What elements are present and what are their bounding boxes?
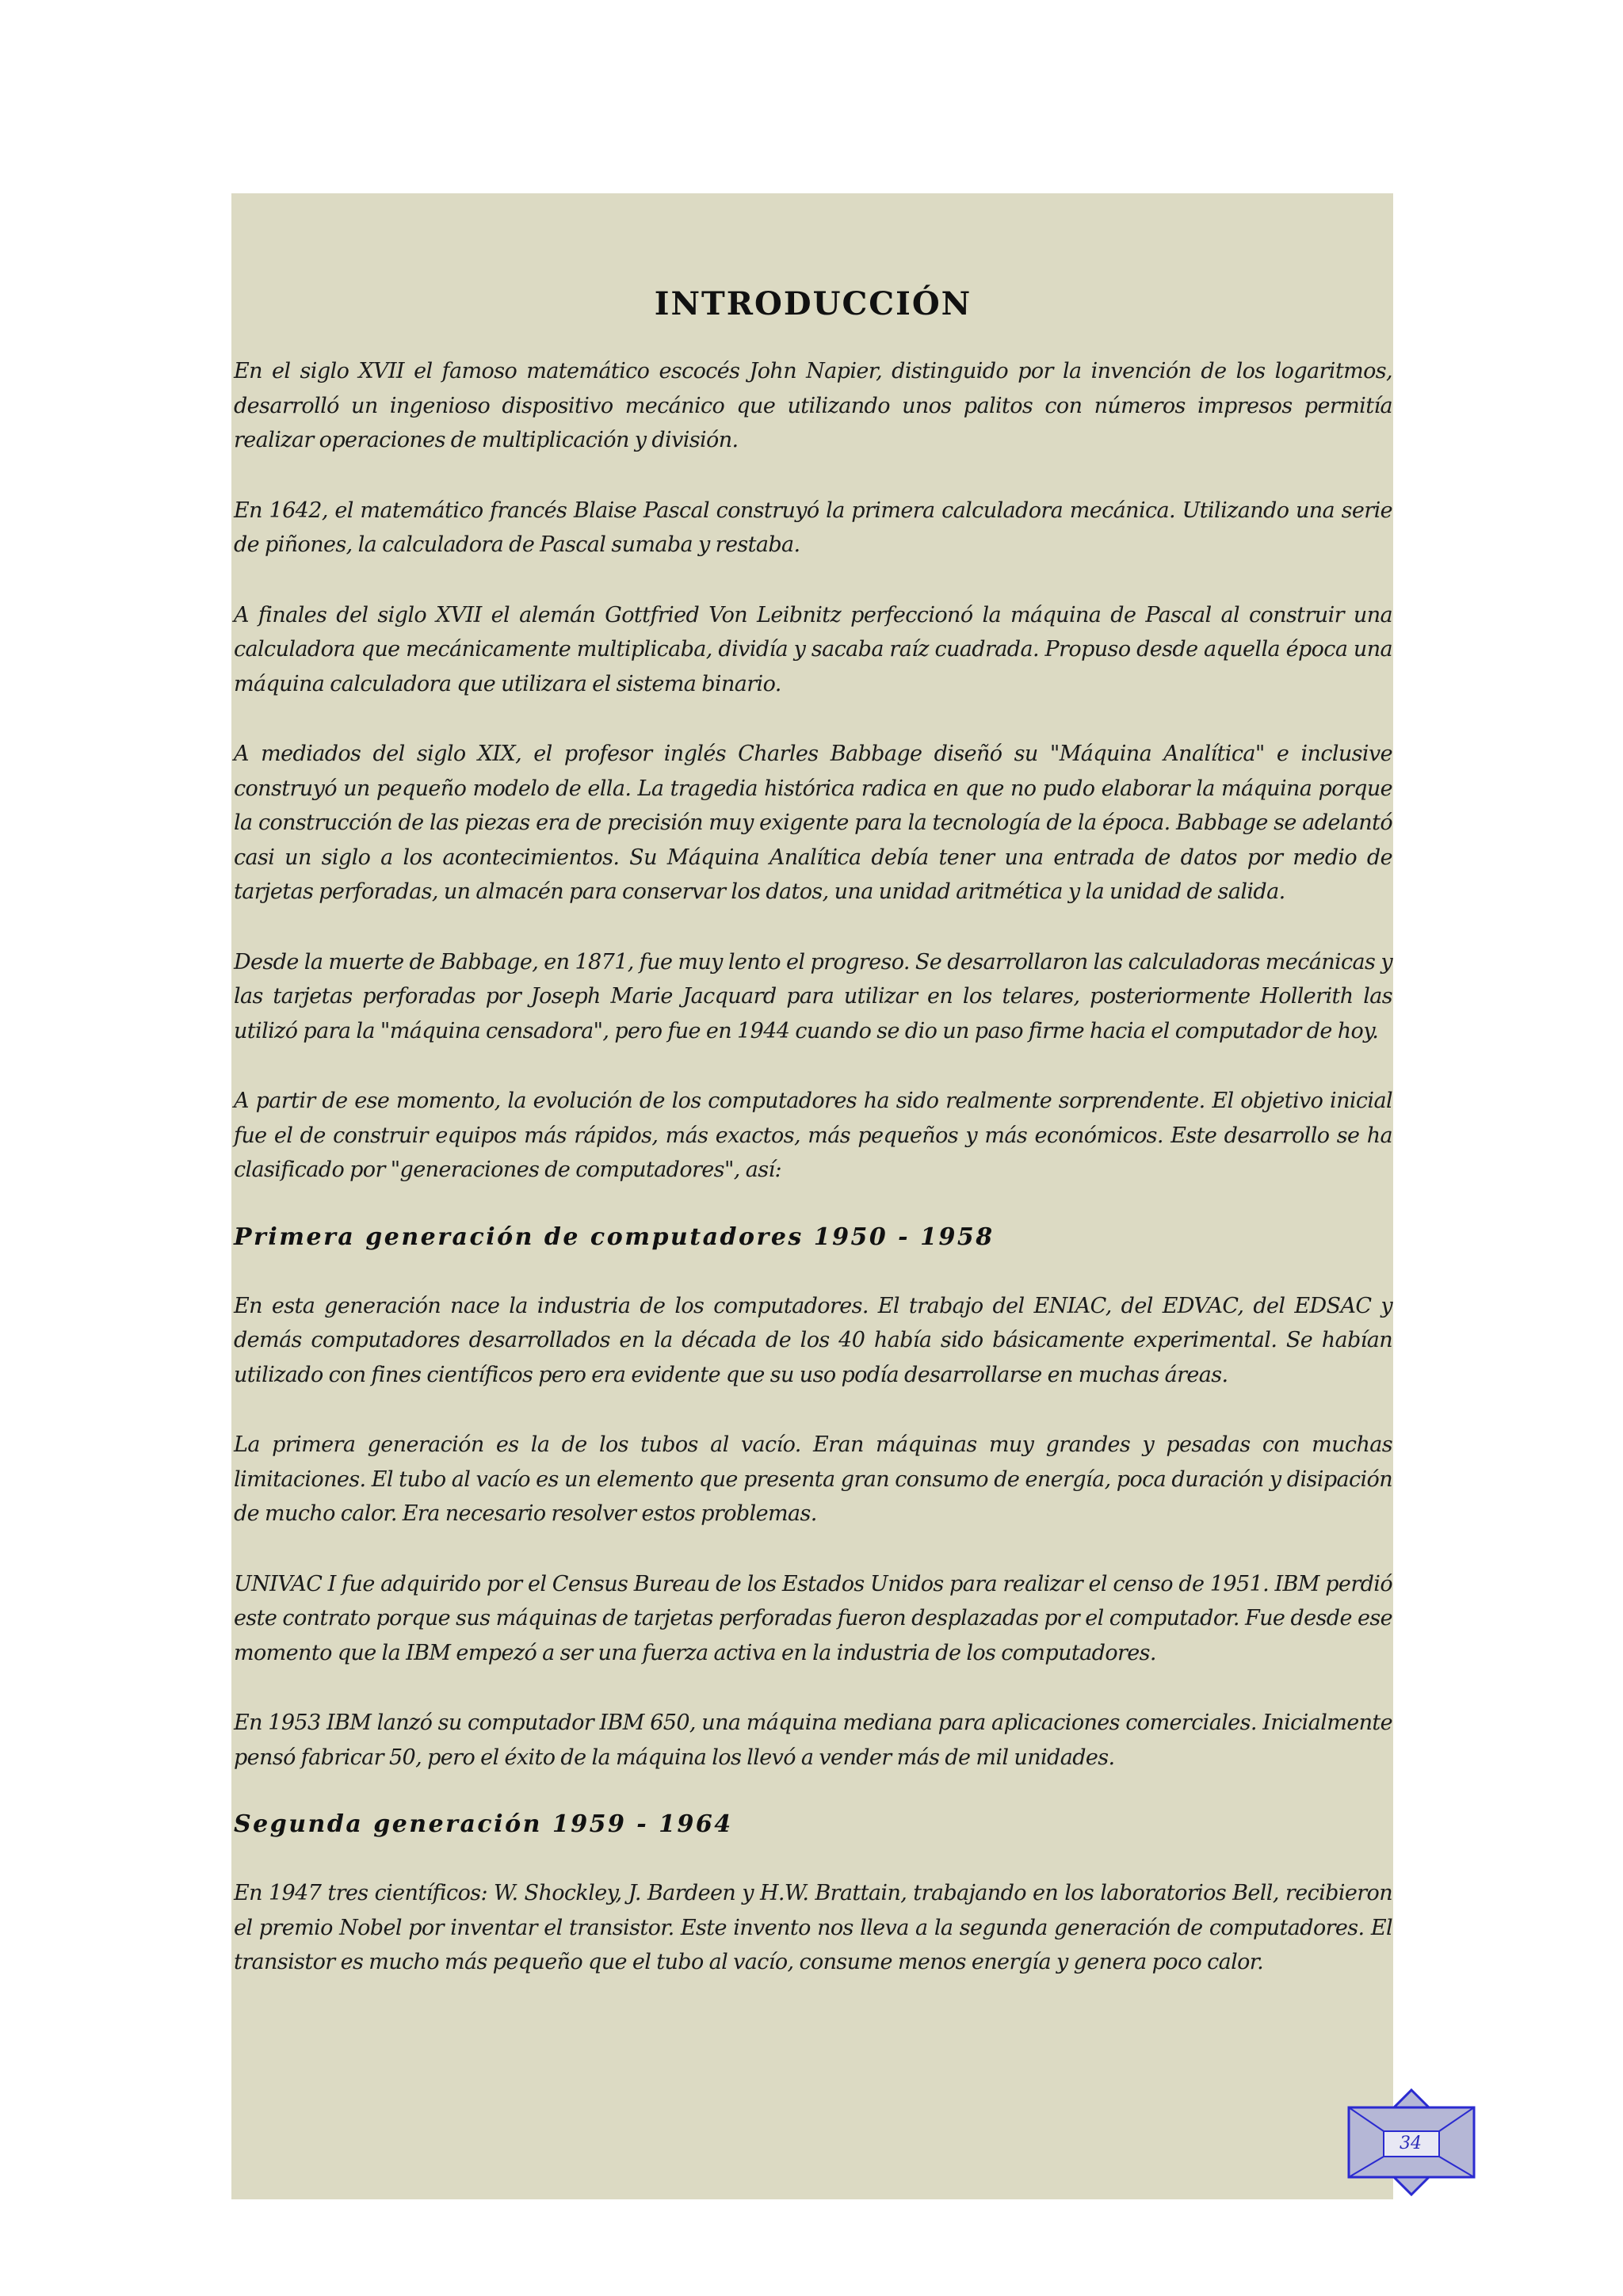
paragraph-leibnitz: A finales del siglo XVII el alemán Gottfried Von Leibnitz perfeccionó la máquina de Pascal al construir una calculadora que mecánicamente multiplicaba, dividía y sacaba raíz cuadrada. Propuso desde aquella época una máquina calculadora que utilizara el sistema binario. (234, 602, 1392, 696)
paragraph-napier: En el siglo XVII el famoso matemático escocés John Napier, distinguido por la invención de los logaritmos, desarrolló un ingenioso dispositivo mecánico que utilizando unos palitos con números impresos permitía realizar operaciones de multiplicación y división. (234, 359, 1392, 452)
paragraph-transistor: En 1947 tres científicos: W. Shockley, J. Bardeen y H.W. Brattain, trabajando en los laboratorios Bell, recibieron el premio Nobel por inventar el transistor. Este invento nos lleva a la segunda generación de computadores. El transistor es mucho más pequeño que el tubo al vacío, consume menos energía y genera poco calor. (234, 1881, 1392, 1974)
paragraph-pascal: En 1642, el matemático francés Blaise Pascal construyó la primera calculadora mecánica. Utilizando una serie de piñones, la calculadora de Pascal sumaba y restaba. (234, 498, 1392, 557)
paragraph-babbage: A mediados del siglo XIX, el profesor inglés Charles Babbage diseñó su "Máquina Analítica" e inclusive construyó un pequeño modelo de ella. La tragedia histórica radica en que no pudo elaborar la máquina porque la construcción de las piezas era de precisión muy exigente para la tecnología de la época. Babbage se adelantó casi un siglo a los acontecimientos. Su Máquina Analítica debía tener una entrada de datos por medio de tarjetas perforadas, un almacén para conservar los datos, una unidad aritmética y la unidad de salida. (234, 742, 1392, 904)
paragraph-ibm-650: En 1953 IBM lanzó su computador IBM 650, una máquina mediana para aplicaciones comerciales. Inicialmente pensó fabricar 50, pero el éxito de la máquina los llevó a vender más de mil unidades. (234, 1711, 1392, 1770)
paragraph-evolution: A partir de ese momento, la evolución de los computadores ha sido realmente sorprendente. El objetivo inicial fue el de construir equipos más rápidos, más exactos, más pequeños y más económicos. Este desarrollo se ha clasificado por "generaciones de computadores", así: (234, 1089, 1392, 1182)
paragraph-vacuum-tubes: La primera generación es la de los tubos al vacío. Eran máquinas muy grandes y pesadas con muchas limitaciones. El tubo al vacío es un elemento que presenta gran consumo de energía, poca duración y disipación de mucho calor. Era necesario resolver estos problemas. (234, 1432, 1392, 1526)
document-body (234, 285, 1392, 2016)
paragraph-progress: Desde la muerte de Babbage, en 1871, fue muy lento el progreso. Se desarrollaron las calculadoras mecánicas y las tarjetas perforadas por Joseph Marie Jacquard para utilizar en los telares, posteriormente Hollerith las utilizó para la "máquina censadora", pero fue en 1944 cuando se dio un paso firme hacia el computador de hoy. (234, 949, 1392, 1043)
paragraph-industry: En esta generación nace la industria de los computadores. El trabajo del ENIAC, del EDVAC, del EDSAC y demás computadores desarrollados en la década de los 40 había sido básicamente experimental. Se habían utilizado con fines científicos pero era evidente que su uso podía desarrollarse en muchas áreas. (234, 1293, 1392, 1387)
paragraph-univac: UNIVAC I fue adquirido por el Census Bureau de los Estados Unidos para realizar el censo de 1951. IBM perdió este contrato porque sus máquinas de tarjetas perforadas fueron desplazadas por el computador. Fue desde ese momento que la IBM empezó a ser una fuerza activa en la industria de los computadores. (234, 1571, 1392, 1665)
section-heading-first-generation: Primera generación de computadores 1950 - 1958 (234, 1222, 995, 1251)
document-title: INTRODUCCIÓN (654, 285, 972, 322)
section-heading-second-generation: Segunda generación 1959 - 1964 (234, 1810, 733, 1838)
page-number: 34 (1400, 2134, 1422, 2153)
